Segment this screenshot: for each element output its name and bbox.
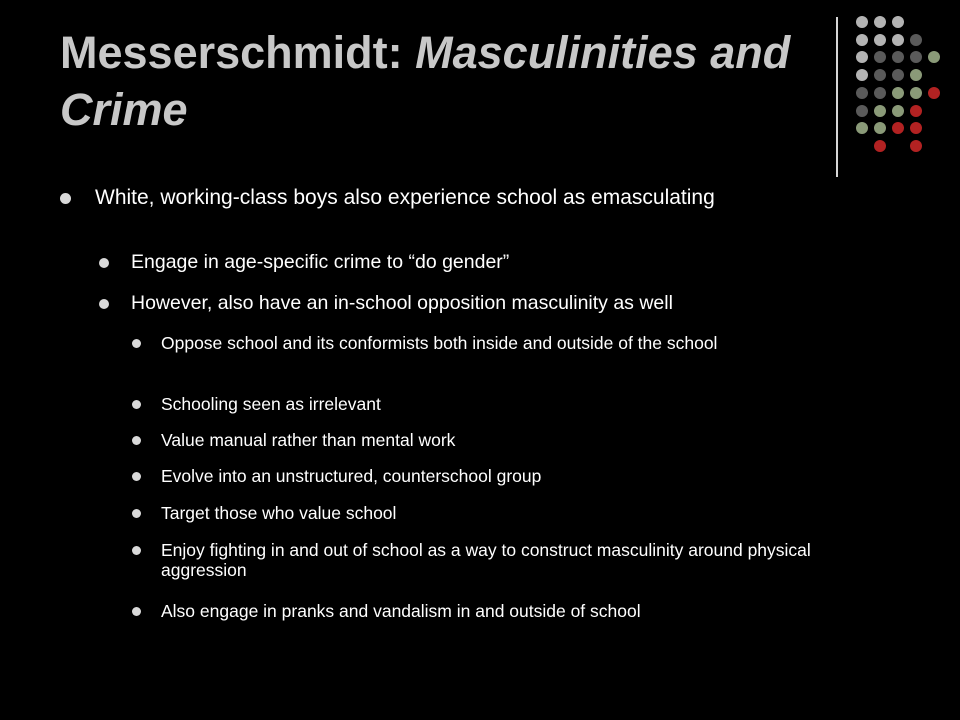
bullet-text: Enjoy fighting in and out of school as a way to construct masculinity around physical aggression [161,540,811,580]
bullet-dot [132,509,141,518]
bullet-text: Target those who value school [161,503,397,523]
bullet-item [161,394,861,414]
bullet-item [161,540,861,580]
bullet-dot [60,193,71,204]
bullet-item [161,430,861,450]
bullet-dot [132,436,141,445]
bullet-item [131,251,891,274]
bullet-text: Oppose school and its conformists both inside and outside of the school [161,333,718,353]
bullet-dot [132,607,141,616]
bullet-item [161,503,861,523]
bullet-text: Schooling seen as irrelevant [161,394,381,414]
bullet-item [161,333,861,353]
bullet-dot [132,400,141,409]
title-main: Messerschmidt: [60,27,416,78]
bullet-dot [132,339,141,348]
bullet-item [95,186,875,210]
bullet-text: Also engage in pranks and vandalism in and outside of school [161,601,641,621]
bullet-dot [132,472,141,481]
bullet-dot [132,546,141,555]
bullet-text: White, working-class boys also experience school as emasculating [95,186,715,209]
bullet-text: Evolve into an unstructured, counterschool group [161,466,542,486]
bullet-dot [99,258,109,268]
bullet-item [131,292,891,315]
bullet-item [161,601,861,621]
title-italic: Masculinities and Crime [60,27,791,135]
bullet-item [161,466,861,486]
bullet-text: However, also have an in-school opposition masculinity as well [131,292,673,314]
bullet-text: Engage in age-specific crime to “do gender” [131,251,510,273]
bullet-dot [99,299,109,309]
bullet-text: Value manual rather than mental work [161,430,456,450]
